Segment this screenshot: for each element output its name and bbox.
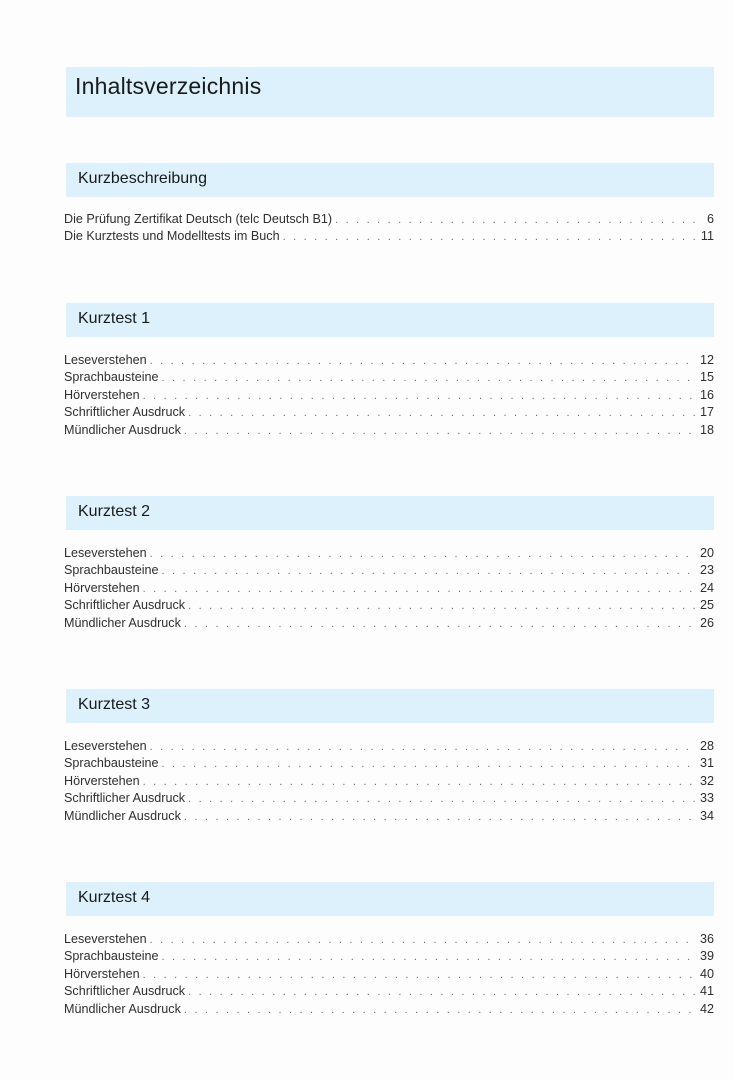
toc-entry[interactable]	[64, 211, 714, 228]
dot-leader	[162, 370, 695, 387]
dot-leader	[184, 423, 695, 440]
section-heading-bar	[66, 163, 714, 197]
section-heading: Kurzbeschreibung	[78, 170, 207, 187]
toc-entry-page: 16	[699, 387, 714, 402]
toc-entry-list	[64, 545, 714, 632]
toc-entry-label: Mündlicher Ausdruck	[64, 615, 181, 630]
dot-leader	[150, 932, 695, 949]
section-heading-bar	[66, 303, 714, 337]
dot-leader	[162, 756, 695, 773]
dot-leader	[150, 739, 695, 756]
dot-leader	[143, 581, 695, 598]
dot-leader	[143, 967, 695, 984]
toc-entry-label: Leseverstehen	[64, 353, 147, 367]
toc-entry[interactable]	[64, 931, 714, 948]
toc-entry-page: 23	[699, 563, 714, 578]
dot-leader	[143, 774, 695, 791]
toc-entry-list	[64, 738, 714, 825]
toc-entry-page: 24	[699, 580, 714, 595]
title-banner	[66, 67, 714, 117]
toc-entry-label: Leseverstehen	[64, 739, 147, 753]
toc-entry[interactable]	[64, 562, 714, 579]
toc-entry-page: 17	[699, 405, 714, 420]
toc-entry-page: 26	[699, 615, 714, 630]
toc-entry-list	[64, 352, 714, 439]
toc-entry[interactable]	[64, 1001, 714, 1018]
toc-entry-label: Sprachbausteine	[64, 949, 159, 964]
toc-entry-label: Leseverstehen	[64, 932, 147, 946]
toc-entry-label: Sprachbausteine	[64, 563, 159, 578]
toc-entry-page: 18	[699, 422, 714, 437]
toc-entry[interactable]	[64, 352, 714, 369]
dot-leader	[335, 212, 695, 229]
toc-entry-label: Sprachbausteine	[64, 756, 159, 771]
toc-entry-page: 25	[699, 598, 714, 613]
toc-entry[interactable]	[64, 545, 714, 562]
toc-entry-label: Hörverstehen	[64, 966, 140, 981]
toc-entry-page: 39	[699, 949, 714, 964]
dot-leader	[184, 1002, 695, 1019]
toc-entry-page: 42	[699, 1001, 714, 1016]
toc-entry-list	[64, 211, 714, 246]
toc-entry[interactable]	[64, 369, 714, 386]
toc-entry-page: 36	[699, 932, 714, 946]
toc-entry-list	[64, 931, 714, 1018]
toc-entry-label: Die Kurztests und Modelltests im Buch	[64, 229, 280, 244]
toc-entry[interactable]	[64, 580, 714, 597]
toc-entry-page: 40	[699, 966, 714, 981]
toc-entry[interactable]	[64, 966, 714, 983]
dot-leader	[150, 546, 695, 563]
toc-section-kurztest-2	[64, 496, 714, 630]
toc-entry[interactable]	[64, 773, 714, 790]
toc-entry[interactable]	[64, 228, 714, 245]
dot-leader	[188, 791, 695, 808]
toc-entry[interactable]	[64, 983, 714, 1000]
toc-entry-page: 20	[699, 546, 714, 560]
toc-entry[interactable]	[64, 422, 714, 439]
toc-entry[interactable]	[64, 387, 714, 404]
toc-entry-page: 6	[706, 212, 714, 226]
toc-entry-label: Hörverstehen	[64, 773, 140, 788]
toc-entry-label: Mündlicher Ausdruck	[64, 808, 181, 823]
dot-leader	[150, 353, 695, 370]
section-heading: Kurztest 1	[78, 310, 151, 327]
toc-section-kurztest-4	[64, 882, 714, 1016]
toc-section-kurzbeschreibung	[64, 163, 714, 244]
toc-entry[interactable]	[64, 790, 714, 807]
dot-leader	[162, 949, 695, 966]
toc-entry-page: 33	[699, 791, 714, 806]
section-heading: Kurztest 3	[78, 696, 151, 713]
section-heading-bar	[66, 496, 714, 530]
toc-entry-page: 32	[699, 773, 714, 788]
section-heading-bar	[66, 882, 714, 916]
toc-entry-label: Hörverstehen	[64, 387, 140, 402]
toc-section-kurztest-1	[64, 303, 714, 437]
toc-entry-label: Leseverstehen	[64, 546, 147, 560]
toc-entry[interactable]	[64, 404, 714, 421]
dot-leader	[188, 984, 695, 1001]
toc-entry-label: Hörverstehen	[64, 580, 140, 595]
toc-entry-page: 41	[699, 984, 714, 999]
toc-entry-label: Schriftlicher Ausdruck	[64, 598, 186, 613]
toc-entry[interactable]	[64, 755, 714, 772]
section-heading: Kurztest 2	[78, 503, 151, 520]
toc-entry-page: 34	[699, 808, 714, 823]
page-title: Inhaltsverzeichnis	[75, 73, 262, 99]
toc-entry-label: Schriftlicher Ausdruck	[64, 405, 186, 420]
toc-entry-label: Schriftlicher Ausdruck	[64, 984, 186, 999]
dot-leader	[184, 616, 695, 633]
dot-leader	[188, 405, 695, 422]
toc-entry-page: 31	[699, 756, 714, 771]
toc-entry-label: Sprachbausteine	[64, 370, 159, 385]
toc-entry-page: 28	[699, 739, 714, 753]
toc-entry-label: Mündlicher Ausdruck	[64, 422, 181, 437]
toc-entry[interactable]	[64, 948, 714, 965]
dot-leader	[188, 598, 695, 615]
toc-entry-label: Mündlicher Ausdruck	[64, 1001, 181, 1016]
section-heading-bar	[66, 689, 714, 723]
toc-entry-page: 12	[699, 353, 714, 367]
toc-entry[interactable]	[64, 738, 714, 755]
toc-entry-label: Schriftlicher Ausdruck	[64, 791, 186, 806]
dot-leader	[283, 229, 695, 246]
toc-entry-page: 11	[700, 229, 714, 244]
toc-section-kurztest-3	[64, 689, 714, 823]
dot-leader	[162, 563, 695, 580]
section-heading: Kurztest 4	[78, 889, 151, 906]
toc-entry[interactable]	[64, 615, 714, 632]
toc-entry-label: Die Prüfung Zertifikat Deutsch (telc Deutsch B1)	[64, 212, 333, 226]
dot-leader	[184, 809, 695, 826]
toc-entry-page: 15	[699, 370, 714, 385]
toc-entry[interactable]	[64, 597, 714, 614]
dot-leader	[143, 388, 695, 405]
toc-entry[interactable]	[64, 808, 714, 825]
